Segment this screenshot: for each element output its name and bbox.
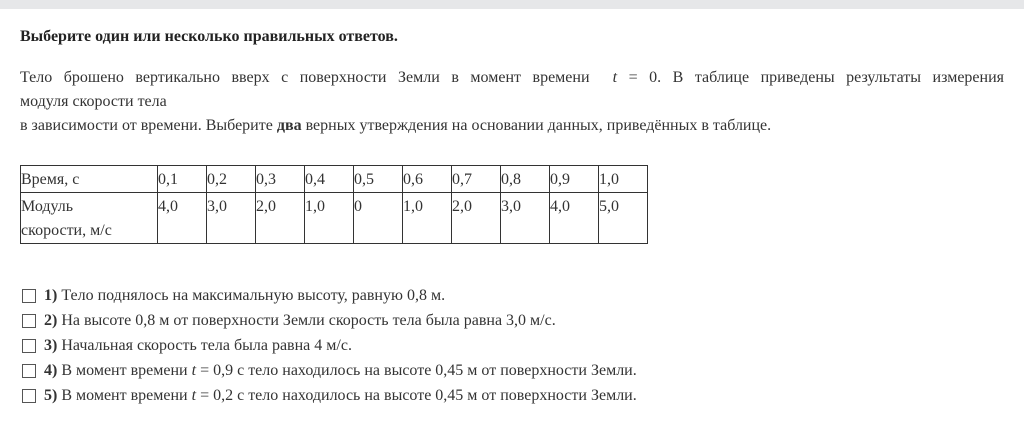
speed-row-header xyxy=(21,193,158,244)
answer-option-3[interactable] xyxy=(22,333,637,358)
question-line-3 xyxy=(20,114,1004,138)
time-cell: 0,7 xyxy=(452,166,501,193)
answer-number: 2) xyxy=(44,311,58,329)
answer-checkbox-3[interactable] xyxy=(22,339,36,353)
speed-cell: 4,0 xyxy=(158,193,207,244)
time-cell: 0,6 xyxy=(403,166,452,193)
speed-cell: 0 xyxy=(354,193,403,244)
answer-text-end: = 0,9 с тело находилось на высоте 0,45 м от поверхности Земли. xyxy=(200,361,637,379)
answer-text: Тело поднялось на максимальную высоту, равную 0,8 м. xyxy=(61,286,446,304)
speed-cell: 5,0 xyxy=(599,193,648,244)
question-line-3-start: в зависимости от времени. Выберите xyxy=(20,117,273,134)
speed-cell: 2,0 xyxy=(452,193,501,244)
time-cell: 1,0 xyxy=(599,166,648,193)
question-line-3-end: верных утверждения на основании данных, приведённых в таблице. xyxy=(305,117,772,134)
answer-text-start: В момент времени xyxy=(61,386,188,404)
answer-option-2[interactable] xyxy=(22,308,637,333)
answer-option-4[interactable] xyxy=(22,358,637,383)
speed-header-line-2: скорости, м/с xyxy=(21,222,112,239)
time-cell: 0,5 xyxy=(354,166,403,193)
time-cell: 0,9 xyxy=(550,166,599,193)
time-cell: 0,1 xyxy=(158,166,207,193)
answer-number: 4) xyxy=(44,361,58,379)
time-row xyxy=(21,166,648,193)
time-cell: 0,2 xyxy=(207,166,256,193)
speed-cell: 1,0 xyxy=(305,193,354,244)
question-line-1 xyxy=(20,66,1004,90)
answer-checkbox-5[interactable] xyxy=(22,389,36,403)
answer-number: 1) xyxy=(44,286,58,304)
speed-cell: 4,0 xyxy=(550,193,599,244)
time-cell: 0,8 xyxy=(501,166,550,193)
speed-row xyxy=(21,193,648,244)
speed-cell: 3,0 xyxy=(501,193,550,244)
instruction-heading: Выберите один или несколько правильных ответов. xyxy=(20,28,398,45)
time-variable: t xyxy=(191,361,197,379)
answer-checkbox-2[interactable] xyxy=(22,314,36,328)
question-text xyxy=(20,66,1004,138)
question-line-2: модуля скорости тела xyxy=(20,93,167,110)
speed-cell: 2,0 xyxy=(256,193,305,244)
question-line-1-end: = 0. В таблице приведены результаты измерения xyxy=(628,69,1005,86)
answer-option-1[interactable] xyxy=(22,283,637,308)
data-table xyxy=(20,165,648,244)
time-row-header: Время, с xyxy=(21,166,158,193)
answer-options xyxy=(22,283,637,408)
time-cell: 0,3 xyxy=(256,166,305,193)
answer-text: На высоте 0,8 м от поверхности Земли скорость тела была равна 3,0 м/с. xyxy=(61,311,556,329)
answer-option-5[interactable] xyxy=(22,383,637,408)
time-cell: 0,4 xyxy=(305,166,354,193)
time-variable: t xyxy=(191,386,197,404)
answer-text-start: В момент времени xyxy=(61,361,188,379)
question-emphasis: два xyxy=(276,117,302,134)
speed-cell: 1,0 xyxy=(403,193,452,244)
answer-text-end: = 0,2 с тело находилось на высоте 0,45 м от поверхности Земли. xyxy=(200,386,637,404)
answer-number: 5) xyxy=(44,386,58,404)
speed-header-line-1: Модуль xyxy=(21,198,74,215)
answer-checkbox-4[interactable] xyxy=(22,364,36,378)
answer-number: 3) xyxy=(44,336,58,354)
answer-checkbox-1[interactable] xyxy=(22,289,36,303)
question-line-1-start: Тело брошено вертикально вверх с поверхности Земли в момент времени xyxy=(20,69,590,86)
answer-text: Начальная скорость тела была равна 4 м/с. xyxy=(61,336,352,354)
speed-cell: 3,0 xyxy=(207,193,256,244)
top-bar xyxy=(0,0,1024,9)
time-variable: t xyxy=(612,69,618,86)
